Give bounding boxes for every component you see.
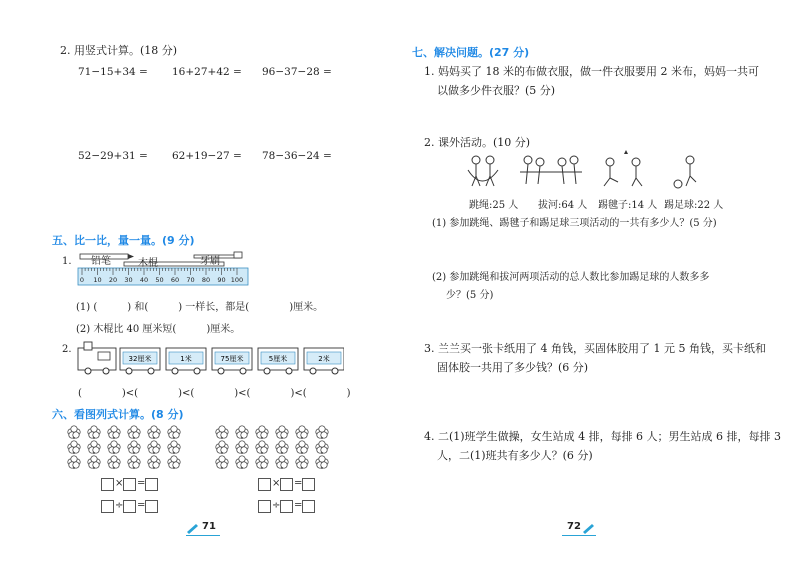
- r-q3-line2: 固体胶一共用了多少钱？(6 分): [437, 361, 589, 374]
- plant-icon: [276, 456, 288, 469]
- equal-sign: =: [137, 500, 146, 511]
- section5-title: 五、比一比，量一量。(9 分): [52, 234, 195, 247]
- answer-box[interactable]: [258, 478, 271, 491]
- plant-grid-right: [212, 424, 342, 470]
- calc-expression: 96−37−28 =: [262, 66, 332, 78]
- equal-sign: =: [294, 500, 303, 511]
- plant-icon: [148, 456, 160, 469]
- answer-box[interactable]: [280, 500, 293, 513]
- ruler-label-toothbrush: 牙刷: [200, 256, 220, 267]
- plant-icon: [256, 426, 268, 439]
- train-car-label: 2米: [318, 355, 330, 363]
- train-wheel: [218, 368, 224, 374]
- plant-icon: [216, 456, 228, 469]
- r-q1-line1: 1. 妈妈买了 18 米的布做衣服，做一件衣服要用 2 米布，妈妈一共可: [424, 65, 759, 78]
- page-number-left: 71: [202, 521, 216, 532]
- train-car-label: 32厘米: [128, 355, 152, 363]
- answer-box[interactable]: [123, 478, 136, 491]
- ruler-tick-label: 90: [217, 276, 226, 284]
- ruler-tick-label: 50: [155, 276, 164, 284]
- jump-rope-kids: [468, 156, 498, 186]
- pencil-icon: [186, 522, 200, 534]
- r-q4-line1: 4. 二(1)班学生做操，女生站成 4 排，每排 6 人；男生站成 6 排，每排 3: [424, 430, 782, 443]
- plant-icon: [316, 456, 328, 469]
- plant-icon: [148, 441, 160, 454]
- calc-expression: 62+19−27 =: [172, 150, 242, 162]
- times-sign: ×: [115, 478, 124, 489]
- ruler-tick-label: 80: [201, 276, 211, 284]
- plant-icon: [296, 441, 308, 454]
- page-number-underline: [562, 535, 596, 536]
- r-q2-2-line2: 少？(5 分): [446, 290, 494, 301]
- ruler-tick-label: 10: [93, 276, 102, 284]
- ruler-label-stick: 木棍: [138, 258, 158, 269]
- r-q2-1: (1) 参加跳绳、踢毽子和踢足球三项活动的一共有多少人？(5 分): [432, 218, 717, 229]
- train-wheel: [194, 368, 200, 374]
- r-q2-2-line1: (2) 参加跳绳和拔河两项活动的总人数比参加踢足球的人数多多: [432, 272, 710, 283]
- plant-icon: [148, 426, 160, 439]
- plant-icon: [68, 426, 80, 439]
- plant-icon: [108, 456, 120, 469]
- plant-icon: [236, 426, 248, 439]
- calc-expression: 52−29+31 =: [78, 150, 148, 162]
- ruler-number: 1.: [62, 256, 72, 267]
- train-wheel: [126, 368, 132, 374]
- train-wheel: [172, 368, 178, 374]
- answer-box[interactable]: [145, 478, 158, 491]
- plant-icon: [128, 426, 140, 439]
- activity-label: 跳绳:25 人: [469, 200, 519, 211]
- ruler-tick-label: 70: [186, 276, 195, 284]
- train-wheel: [332, 368, 338, 374]
- activity-label: 踢足球:22 人: [664, 200, 724, 211]
- equal-sign: =: [137, 478, 146, 489]
- train-compare: ( )<( )<( )<( )<( ): [78, 388, 351, 399]
- train-car-label: 1米: [180, 355, 192, 363]
- answer-box[interactable]: [101, 500, 114, 513]
- train-wheel: [264, 368, 270, 374]
- r-q1-line2: 以做多少件衣服？(5 分): [437, 84, 556, 97]
- answer-box[interactable]: [101, 478, 114, 491]
- divide-sign: ÷: [272, 500, 281, 511]
- answer-box[interactable]: [302, 500, 315, 513]
- train-wheel: [148, 368, 154, 374]
- shuttlecock-kids: [604, 150, 642, 186]
- calc-expression: 78−36−24 =: [262, 150, 332, 162]
- plant-icon: [296, 456, 308, 469]
- plant-icon: [296, 426, 308, 439]
- section6-title: 六、看图列式计算。(8 分): [52, 408, 184, 421]
- plant-icon: [168, 441, 180, 454]
- activity-illustrations: [464, 150, 714, 192]
- train-wheel: [286, 368, 292, 374]
- answer-box[interactable]: [302, 478, 315, 491]
- ruler-tick-label: 60: [170, 276, 180, 284]
- q5-1: (1) ( ) 和( ) 一样长，都是( )厘米。: [76, 302, 324, 313]
- activity-label: 踢毽子:14 人: [598, 200, 658, 211]
- ruler-tick-label: 20: [108, 276, 118, 284]
- plant-icon: [68, 456, 80, 469]
- pencil-icon: [582, 522, 596, 534]
- activity-label: 拔河:64 人: [538, 200, 588, 211]
- plant-icon: [108, 441, 120, 454]
- football-kid: [674, 156, 696, 188]
- plant-icon: [128, 456, 140, 469]
- plant-icon: [68, 441, 80, 454]
- plant-icon: [276, 441, 288, 454]
- section7-title: 七、解决问题。(27 分): [412, 46, 530, 59]
- r-q2-title: 2. 课外活动。(10 分): [424, 136, 531, 149]
- ruler-tick-label: 0: [79, 276, 85, 284]
- plant-icon: [316, 441, 328, 454]
- train-wheel: [310, 368, 316, 374]
- calc-expression: 71−15+34 =: [78, 66, 148, 78]
- page-number-underline: [186, 535, 220, 536]
- q5-2: (2) 木棍比 40 厘米短( )厘米。: [76, 324, 241, 335]
- train-car-label: 75厘米: [220, 355, 244, 363]
- answer-box[interactable]: [145, 500, 158, 513]
- plant-icon: [256, 441, 268, 454]
- plant-icon: [256, 456, 268, 469]
- plant-icon: [88, 441, 100, 454]
- ruler-tick-label: 30: [124, 276, 133, 284]
- r-q4-line2: 人，二(1)班共有多少人？(6 分): [437, 449, 593, 462]
- times-sign: ×: [272, 478, 281, 489]
- answer-box[interactable]: [123, 500, 136, 513]
- plant-icon: [276, 426, 288, 439]
- answer-box[interactable]: [258, 500, 271, 513]
- plant-icon: [88, 456, 100, 469]
- plant-grid-left: [64, 424, 194, 470]
- ruler-label-pencil: 铅笔: [91, 256, 111, 267]
- plant-icon: [216, 426, 228, 439]
- train-number: 2.: [62, 344, 72, 355]
- plant-icon: [108, 426, 120, 439]
- train-wheel: [240, 368, 246, 374]
- plant-icon: [128, 441, 140, 454]
- plant-icon: [236, 456, 248, 469]
- plant-icon: [316, 426, 328, 439]
- equal-sign: =: [294, 478, 303, 489]
- plant-icon: [216, 441, 228, 454]
- plant-icon: [168, 426, 180, 439]
- calc-expression: 16+27+42 =: [172, 66, 242, 78]
- plant-icon: [168, 456, 180, 469]
- plant-icon: [236, 441, 248, 454]
- pencil-tip: [128, 254, 134, 259]
- page-number-right: 72: [567, 521, 581, 532]
- left-q2-title: 2. 用竖式计算。(18 分): [60, 44, 178, 57]
- train-figure: [74, 340, 344, 376]
- tug-of-war-kids: [520, 156, 582, 184]
- r-q3-line1: 3. 兰兰买一张卡纸用了 4 角钱，买固体胶用了 1 元 5 角钱，买卡纸和: [424, 342, 766, 355]
- divide-sign: ÷: [115, 500, 124, 511]
- train-car-label: 5厘米: [268, 355, 288, 363]
- ruler-tick-label: 100: [230, 276, 244, 284]
- plant-icon: [88, 426, 100, 439]
- ruler-tick-label: 40: [139, 276, 149, 284]
- answer-box[interactable]: [280, 478, 293, 491]
